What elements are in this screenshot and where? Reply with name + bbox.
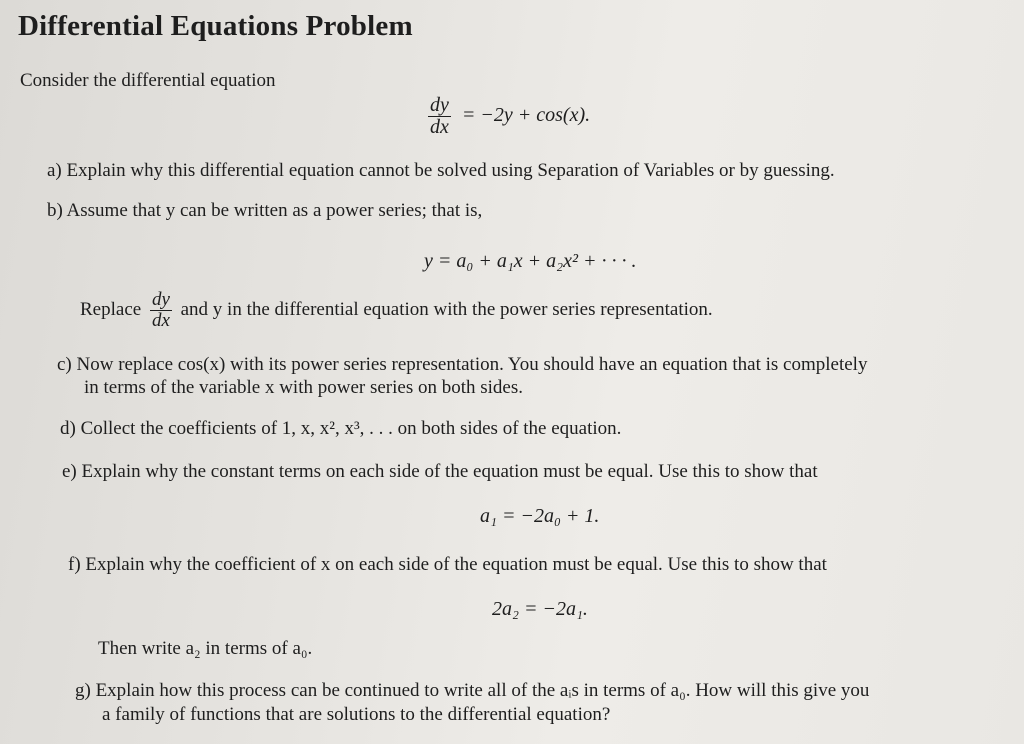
item-e-label: e) bbox=[62, 461, 77, 482]
page-title: Differential Equations Problem bbox=[18, 10, 413, 42]
item-g-label: g) bbox=[75, 680, 91, 701]
replace-denominator: dx bbox=[151, 309, 170, 331]
replace-fraction bbox=[150, 290, 172, 331]
item-f-label: f) bbox=[68, 554, 81, 575]
replace-suffix: and y in the differential equation with the power series representation. bbox=[180, 299, 713, 321]
item-b bbox=[47, 200, 482, 222]
item-f bbox=[68, 554, 827, 576]
item-g-line2: a family of functions that are solutions to the differential equation? bbox=[102, 704, 611, 725]
item-c-line2: in terms of the variable x with power series on both sides. bbox=[84, 377, 524, 398]
item-f-text: Explain why the coefficient of x on each side of the equation must be equal. Use this to show that bbox=[85, 554, 827, 575]
item-c-label: c) bbox=[57, 354, 72, 375]
item-d-label: d) bbox=[60, 418, 76, 439]
fraction-denominator: dx bbox=[430, 116, 449, 138]
constant-term-equation: a₁ = −2a₀ + 1. bbox=[480, 505, 600, 527]
item-a-text: Explain why this differential equation cannot be solved using Separation of Variables or by guessing. bbox=[66, 160, 835, 181]
item-g-line1: Explain how this process can be continued to write all of the aᵢs in terms of a₀. How will this give you bbox=[95, 680, 870, 701]
power-series-equation: y = a₀ + a₁x + a₂x² + · · · . bbox=[424, 250, 637, 272]
replace-prefix: Replace bbox=[80, 299, 142, 321]
item-d-text: Collect the coefficients of 1, x, x², x³, . . . on both sides of the equation. bbox=[80, 418, 622, 439]
item-c-line1: Now replace cos(x) with its power series representation. You should have an equation that is completely bbox=[76, 354, 868, 375]
derivative-fraction bbox=[428, 95, 451, 138]
item-a-label: a) bbox=[47, 160, 62, 181]
equation-rhs: = −2y + cos(x). bbox=[461, 104, 591, 127]
item-f-followup: Then write a₂ in terms of a₀. bbox=[98, 638, 313, 659]
item-c bbox=[57, 354, 867, 376]
item-e bbox=[62, 461, 818, 483]
item-b-label: b) bbox=[47, 200, 63, 221]
item-a bbox=[47, 160, 835, 182]
item-b-text: Assume that y can be written as a power series; that is, bbox=[66, 200, 483, 221]
replace-instruction bbox=[80, 290, 713, 331]
item-d bbox=[60, 418, 621, 440]
intro-text: Consider the differential equation bbox=[20, 70, 276, 91]
linear-term-equation: 2a₂ = −2a₁. bbox=[492, 598, 588, 620]
item-g bbox=[75, 680, 869, 702]
main-equation bbox=[428, 95, 590, 138]
item-e-text: Explain why the constant terms on each side of the equation must be equal. Use this to show that bbox=[81, 461, 818, 482]
fraction-numerator: dy bbox=[430, 94, 449, 116]
replace-numerator: dy bbox=[151, 289, 170, 310]
